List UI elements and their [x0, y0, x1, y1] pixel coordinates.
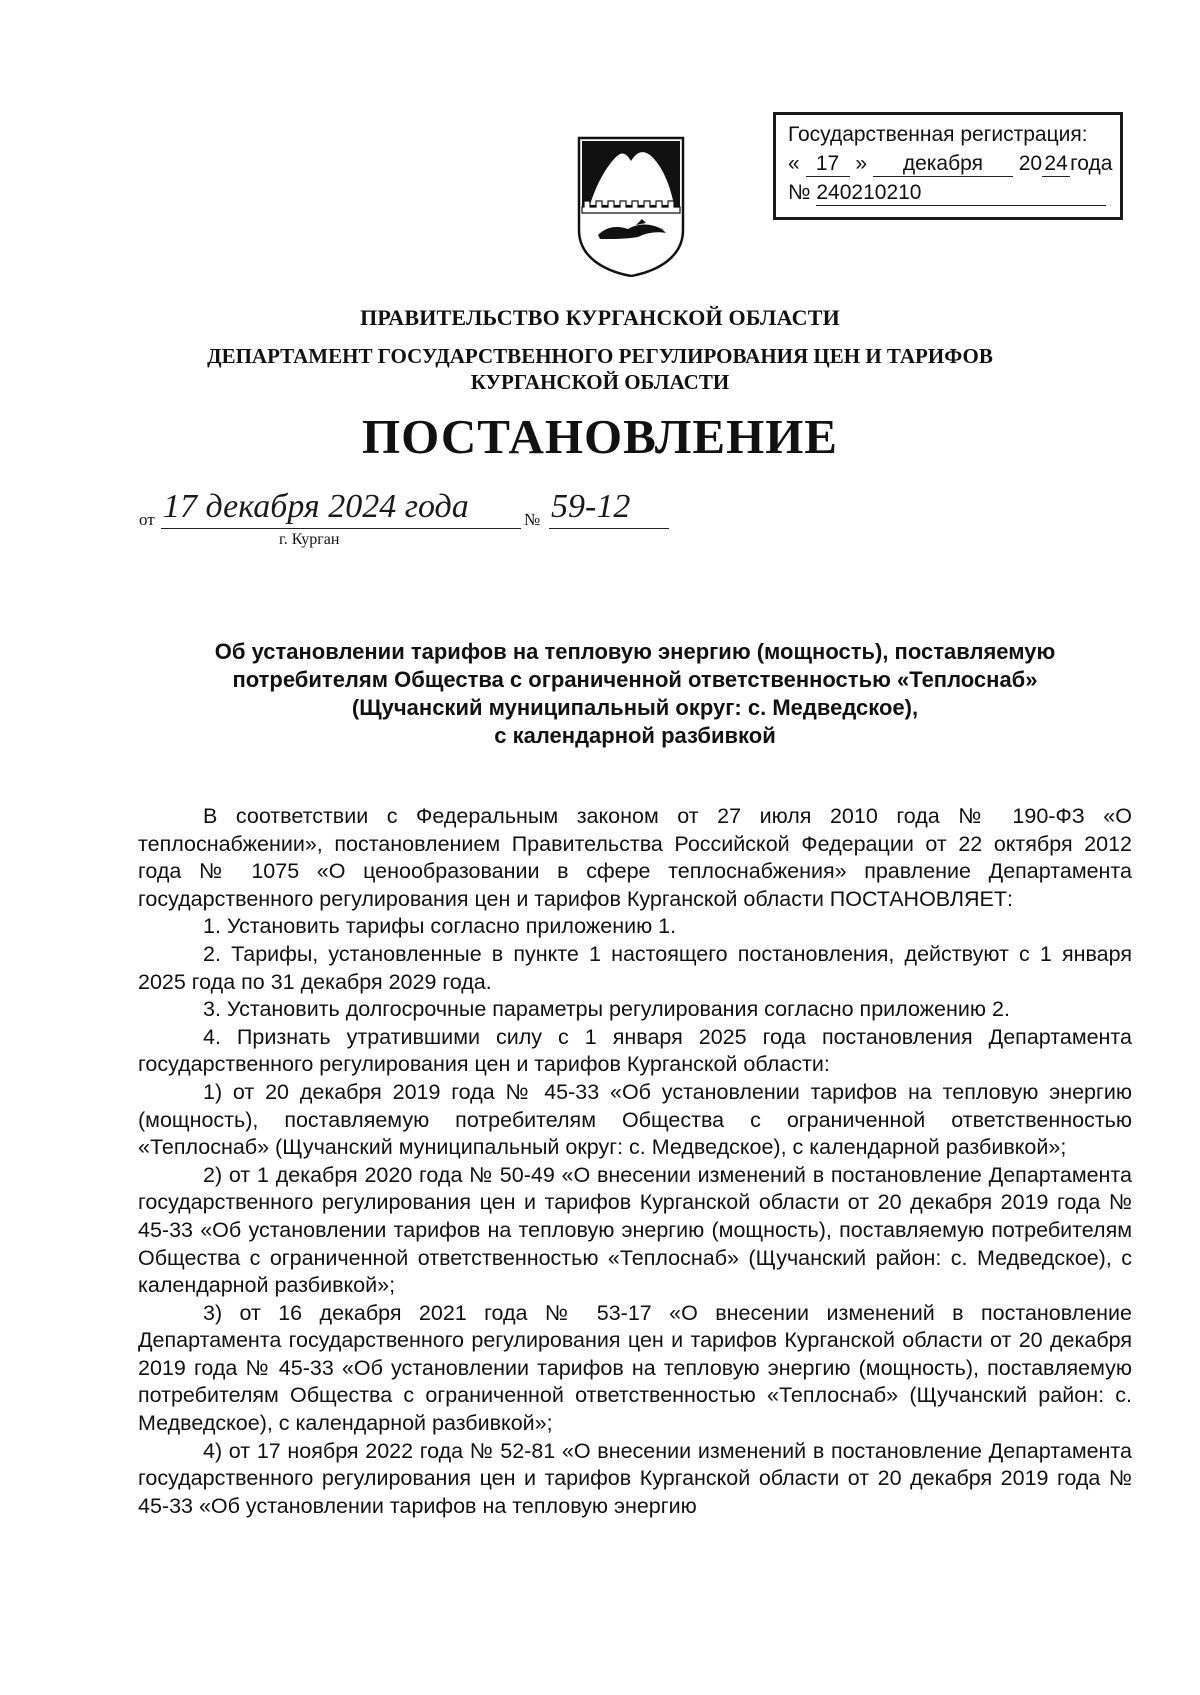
stamp-year-prefix: 20 — [1018, 152, 1043, 175]
date-number-line — [139, 488, 739, 548]
date-underline — [161, 528, 521, 529]
item-1-paragraph: 1. Установить тарифы согласно приложению 1. — [203, 914, 677, 939]
stamp-date-row — [788, 149, 1113, 178]
stamp-number: 240210210 — [816, 181, 1106, 206]
title-line-2: потребителям Общества с ограниченной ответственностью «Теплоснаб» — [232, 667, 1038, 692]
number-label: № — [524, 510, 541, 529]
stamp-year-word: года — [1070, 152, 1113, 175]
number-underline — [549, 528, 669, 529]
handwritten-date: 17 декабря 2024 года — [163, 488, 469, 525]
subitem-1-paragraph: 1) от 20 декабря 2019 года № 45-33 «Об установлении тарифов на тепловую энергию (мощность), поставляемую потребителям Общества с ограниченной ответственностью «Теплоснаб» (Щучанский муниципальный округ: с. Медведское), с календарной разбивкой»; — [138, 1079, 1132, 1160]
title-line-1: Об установлении тарифов на тепловую энергию (мощность), поставляемую — [214, 639, 1056, 664]
department-line-1: ДЕПАРТАМЕНТ ГОСУДАРСТВЕННОГО РЕГУЛИРОВАНИЯ ЦЕН И ТАРИФОВ — [207, 344, 993, 368]
department-name — [0, 343, 1200, 395]
item-2-paragraph: 2. Тарифы, установленные в пункте 1 настоящего постановления, действуют с 1 января 2025 года по 31 декабря 2029 года. — [138, 941, 1132, 994]
title-line-3: (Щучанский муниципальный округ: с. Медведское), — [351, 695, 919, 720]
handwritten-number: 59-12 — [551, 488, 631, 525]
subitem-2-paragraph: 2) от 1 декабря 2020 года № 50-49 «О внесении изменений в постановление Департамента государственного регулирования цен и тарифов Курганской области от 20 декабря 2019 года № 45-33 «Об установлении тарифов на тепловую энергию (мощность), поставляемую потребителям Общества с ограниченной ответственностью «Теплоснаб» (Щучанский район: с. Медведское), с календарной разбивкой»; — [138, 1162, 1132, 1298]
city-label: г. Курган — [279, 531, 340, 548]
stamp-number-row — [788, 178, 1110, 207]
item-4-paragraph: 4. Признать утратившими силу с 1 января 2025 года постановления Департамента государственного регулирования цен и тарифов Курганской области: — [138, 1024, 1132, 1077]
stamp-month: декабря — [873, 152, 1013, 177]
department-line-2: КУРГАНСКОЙ ОБЛАСТИ — [470, 370, 730, 394]
stamp-day: 17 — [806, 152, 850, 177]
document-title — [140, 638, 1130, 750]
subitem-4-paragraph: 4) от 17 ноября 2022 года № 52-81 «О внесении изменений в постановление Департамента государственного регулирования цен и тарифов Курганской области от 20 декабря 2019 года № 45-33 «Об установлении тарифов на тепловую энергию — [138, 1438, 1132, 1518]
stamp-quote-close: » — [855, 152, 868, 175]
registration-stamp — [773, 112, 1123, 220]
subitem-3-paragraph: 3) от 16 декабря 2021 года № 53-17 «О внесении изменений в постановление Департамента государственного регулирования цен и тарифов Курганской области от 20 декабря 2019 года № 45-33 «Об установлении тарифов на тепловую энергию (мощность), поставляемую потребителям Общества с ограниченной ответственностью «Теплоснаб» (Щучанский район: с. Медведское), с календарной разбивкой»; — [138, 1300, 1132, 1436]
preamble-paragraph: В соответствии с Федеральным законом от 27 июля 2010 года № 190-ФЗ «О теплоснабжении», постановлением Правительства Российской Федерации от 22 октября 2012 года № 1075 «О ценообразовании в сфере теплоснабжения» правление Департамента государственного регулирования цен и тарифов Курганской области ПОСТАНОВЛЯЕТ: — [138, 804, 1132, 911]
date-from-label: от — [139, 510, 155, 529]
document-type: ПОСТАНОВЛЕНИЕ — [362, 409, 838, 464]
document-body — [138, 803, 1132, 1520]
stamp-number-label: № — [788, 181, 811, 204]
government-name: ПРАВИТЕЛЬСТВО КУРГАНСКОЙ ОБЛАСТИ — [360, 305, 840, 330]
item-3-paragraph: 3. Установить долгосрочные параметры регулирования согласно приложению 2. — [203, 997, 1010, 1022]
stamp-year-suffix: 24 — [1042, 152, 1070, 177]
stamp-quote-open: « — [788, 152, 800, 175]
coat-of-arms-icon — [576, 135, 686, 277]
stamp-label: Государственная регистрация: — [788, 123, 1088, 146]
title-line-4: с календарной разбивкой — [494, 723, 776, 748]
